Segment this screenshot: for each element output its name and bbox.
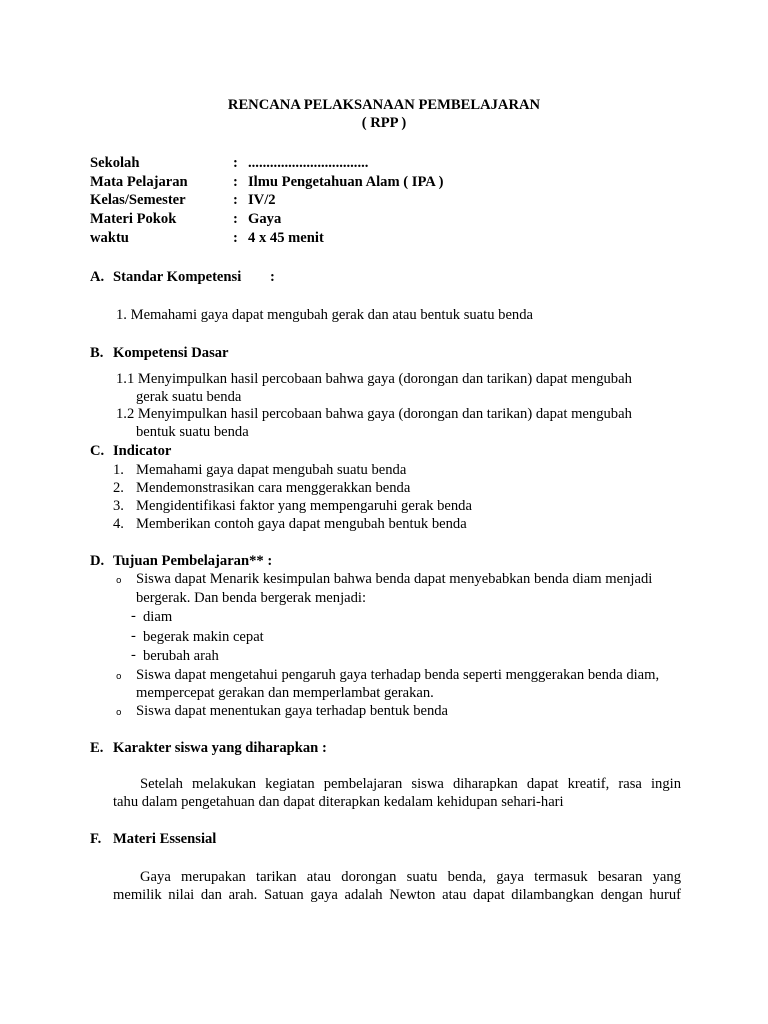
dash-bullet-icon: - (131, 647, 136, 663)
info-value-waktu: 4 x 45 menit (248, 230, 324, 246)
list-item: Siswa dapat menentukan gaya terhadap bentuk benda (136, 703, 449, 719)
section-heading: Kompetensi Dasar (113, 345, 229, 361)
list-item: Mendemonstrasikan cara menggerakkan benda (136, 480, 411, 496)
document-title: RENCANA PELAKSANAAN PEMBELAJARAN (227, 97, 541, 113)
section-heading: Karakter siswa yang diharapkan : (113, 740, 327, 756)
bullet-circle-icon: o (116, 576, 122, 586)
list-item: Siswa dapat mengetahui pengaruh gaya terhadap benda seperti menggerakan benda diam, (136, 667, 660, 683)
list-number: 4. (113, 516, 124, 532)
heading-colon: : (270, 269, 275, 285)
info-colon: : (233, 211, 238, 227)
list-number: 1. (113, 462, 124, 478)
document-subtitle: ( RPP ) (361, 115, 407, 131)
section-letter: E. (90, 740, 104, 756)
info-label-waktu: waktu (90, 230, 129, 246)
info-value-materi-pokok: Gaya (248, 211, 282, 227)
list-item: 1.1 Menyimpulkan hasil percobaan bahwa gaya (dorongan dan tarikan) dapat mengubah (116, 371, 632, 387)
section-heading: Materi Essensial (113, 831, 217, 847)
info-value-kelas: IV/2 (248, 192, 276, 208)
section-heading: Indicator (113, 443, 172, 459)
list-item-continuation: mempercepat gerakan dan memperlambat gerakan. (136, 685, 434, 701)
paragraph-line: Gaya merupakan tarikan atau dorongan suatu benda, gaya termasuk besaran yang (140, 869, 681, 885)
list-item: Memberikan contoh gaya dapat mengubah bentuk benda (136, 516, 467, 532)
list-item-continuation: bergerak. Dan benda bergerak menjadi: (136, 590, 367, 606)
info-colon: : (233, 230, 238, 246)
list-item: 1.2 Menyimpulkan hasil percobaan bahwa gaya (dorongan dan tarikan) dapat mengubah (116, 406, 632, 422)
list-item-continuation: gerak suatu benda (136, 389, 242, 405)
section-letter: C. (90, 443, 105, 459)
list-item: Mengidentifikasi faktor yang mempengaruhi gerak benda (136, 498, 472, 514)
section-letter: B. (90, 345, 104, 361)
section-letter: A. (90, 269, 105, 285)
paragraph-line: memilik nilai dan arah. Satuan gaya adalah Newton atau dapat dilambangkan dengan huruf (113, 887, 681, 903)
paragraph-line: tahu dalam pengetahuan dan dapat diterapkan kedalam kehidupan sehari-hari (113, 794, 564, 810)
bullet-circle-icon: o (116, 672, 122, 682)
section-letter: F. (90, 831, 102, 847)
dash-bullet-icon: - (131, 628, 136, 644)
bullet-circle-icon: o (116, 708, 122, 718)
list-item-continuation: bentuk suatu benda (136, 424, 249, 440)
info-label-materi-pokok: Materi Pokok (90, 211, 177, 227)
section-heading: Standar Kompetensi (113, 269, 242, 285)
sub-list-item: begerak makin cepat (143, 629, 264, 645)
info-colon: : (233, 192, 238, 208)
list-item: Memahami gaya dapat mengubah suatu benda (136, 462, 407, 478)
list-item: 1. Memahami gaya dapat mengubah gerak dan atau bentuk suatu benda (116, 307, 533, 323)
info-colon: : (233, 155, 238, 171)
section-letter: D. (90, 553, 105, 569)
info-value-sekolah: ................................. (248, 155, 369, 171)
paragraph-line: Setelah melakukan kegiatan pembelajaran siswa diharapkan dapat kreatif, rasa ingin (140, 776, 681, 792)
list-number: 2. (113, 480, 124, 496)
info-label-sekolah: Sekolah (90, 155, 140, 171)
sub-list-item: berubah arah (143, 648, 219, 664)
info-value-mata-pelajaran: Ilmu Pengetahuan Alam ( IPA ) (248, 174, 444, 190)
info-colon: : (233, 174, 238, 190)
info-label-kelas: Kelas/Semester (90, 192, 186, 208)
info-label-mata-pelajaran: Mata Pelajaran (90, 174, 188, 190)
list-item: Siswa dapat Menarik kesimpulan bahwa benda dapat menyebabkan benda diam menjadi (136, 571, 653, 587)
list-number: 3. (113, 498, 124, 514)
sub-list-item: diam (143, 609, 173, 625)
section-heading: Tujuan Pembelajaran** : (113, 553, 273, 569)
dash-bullet-icon: - (131, 608, 136, 624)
